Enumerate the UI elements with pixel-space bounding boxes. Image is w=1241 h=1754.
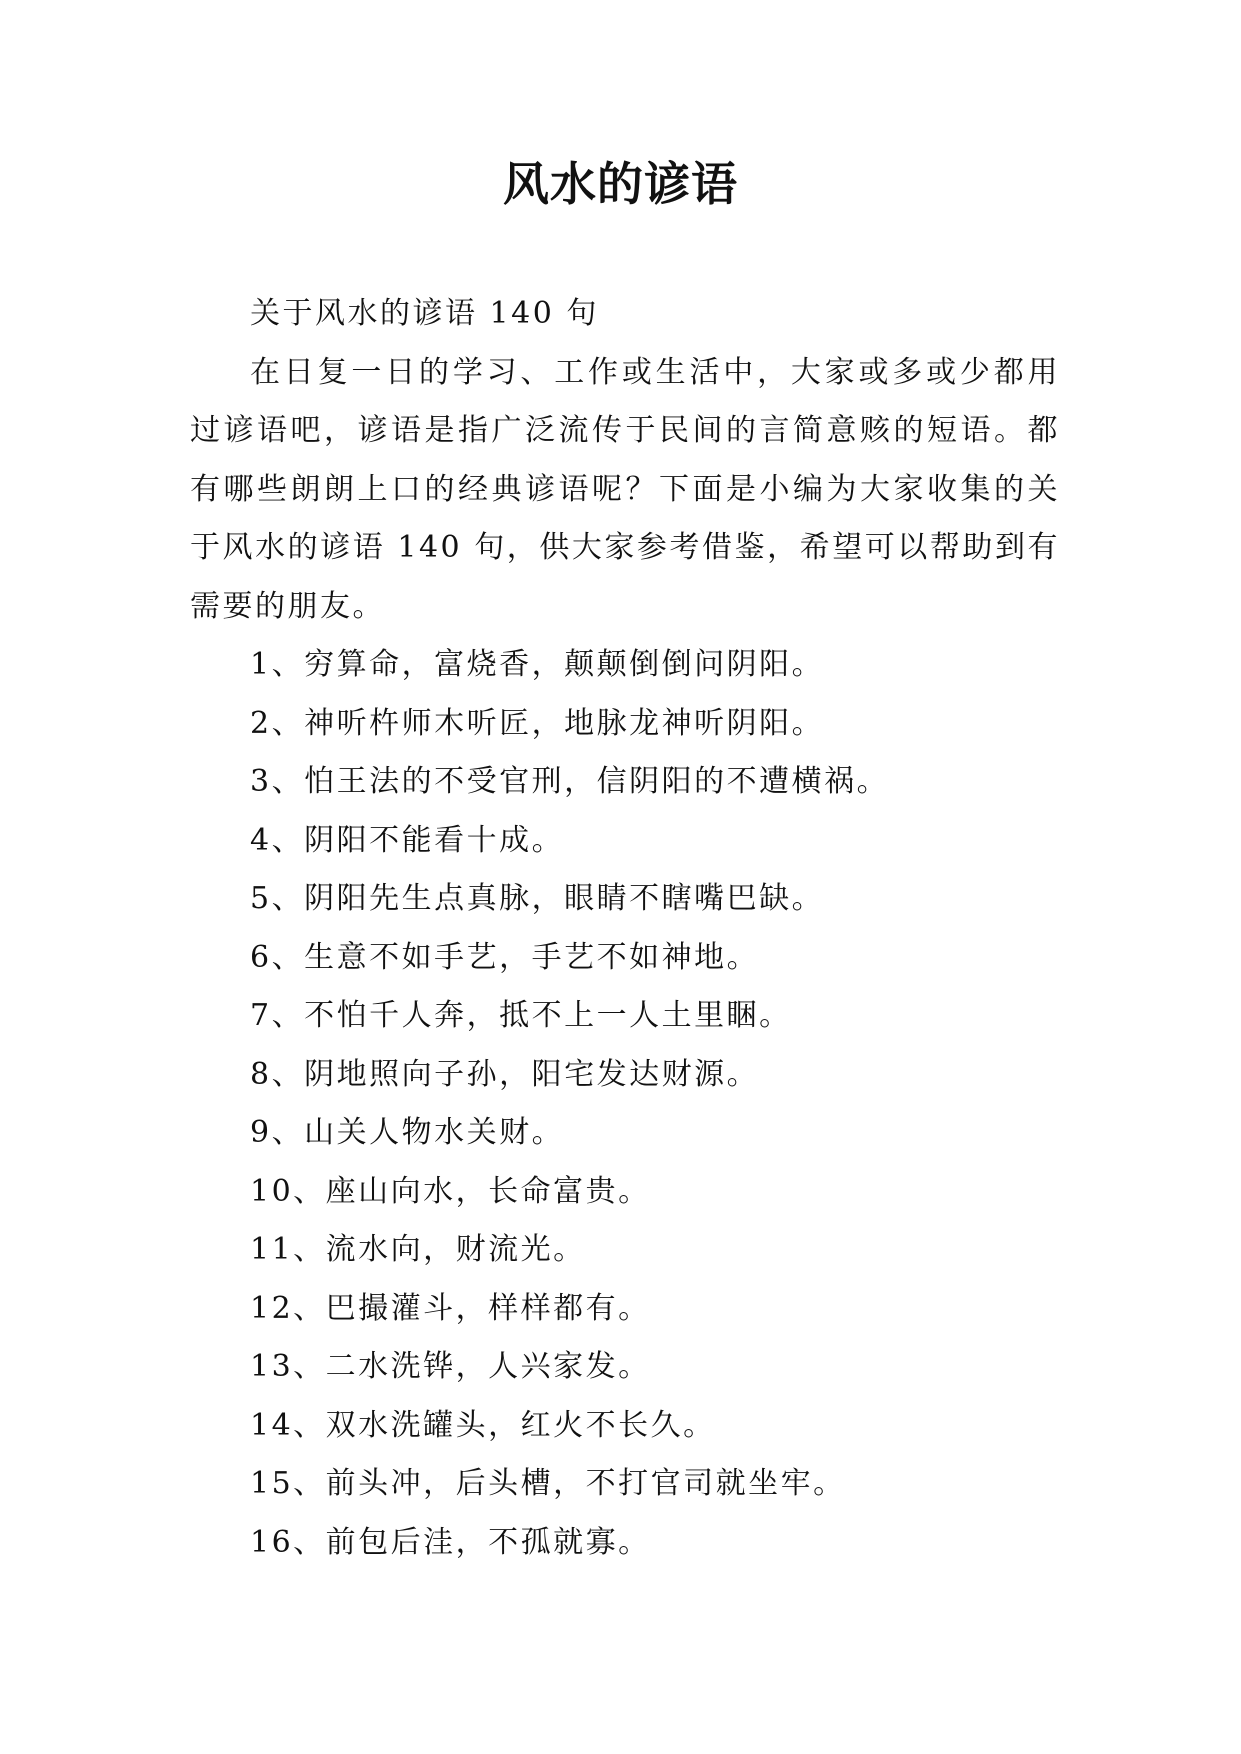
list-item: 16、前包后洼，不孤就寡。 bbox=[250, 1524, 651, 1560]
document-title: 风水的谚语 bbox=[503, 157, 738, 211]
list-item: 14、双水洗罐头，红火不长久。 bbox=[250, 1407, 716, 1443]
list-item: 12、巴撮灌斗，样样都有。 bbox=[250, 1290, 651, 1326]
intro-paragraph: 在日复一日的学习、工作或生活中，大家或多或少都用过谚语吧，谚语是指广泛流传于民间的言简意赅的短语。都有哪些朗朗上口的经典谚语呢？下面是小编为大家收集的关于风水的谚语 140 句，供大家参考借鉴，希望可以帮助到有需要的朋友。 bbox=[190, 354, 1060, 624]
document-body bbox=[190, 285, 1060, 1572]
list-item: 11、流水向，财流光。 bbox=[250, 1232, 586, 1267]
list-item: 9、山关人物水关财。 bbox=[250, 1115, 565, 1150]
list-item: 8、阴地照向子孙，阳宅发达财源。 bbox=[250, 1056, 760, 1092]
proverb-list bbox=[190, 636, 1060, 1572]
list-item: 1、穷算命，富烧香，颠颠倒倒问阴阳。 bbox=[250, 647, 825, 682]
list-item: 10、座山向水，长命富贵。 bbox=[250, 1173, 651, 1209]
list-item: 15、前头冲，后头槽，不打官司就坐牢。 bbox=[250, 1466, 846, 1501]
list-item: 5、阴阳先生点真脉，眼睛不瞎嘴巴缺。 bbox=[250, 881, 825, 916]
subtitle-line: 关于风水的谚语 140 句 bbox=[250, 296, 599, 331]
list-item: 4、阴阳不能看十成。 bbox=[250, 822, 565, 858]
list-item: 2、神听杵师木听匠，地脉龙神听阴阳。 bbox=[250, 705, 825, 741]
list-item: 3、怕王法的不受官刑，信阴阳的不遭横祸。 bbox=[250, 764, 890, 799]
list-item: 6、生意不如手艺，手艺不如神地。 bbox=[250, 939, 760, 975]
list-item: 13、二水洗铧，人兴家发。 bbox=[250, 1349, 651, 1384]
list-item: 7、不怕千人奔，抵不上一人土里睏。 bbox=[250, 998, 792, 1033]
